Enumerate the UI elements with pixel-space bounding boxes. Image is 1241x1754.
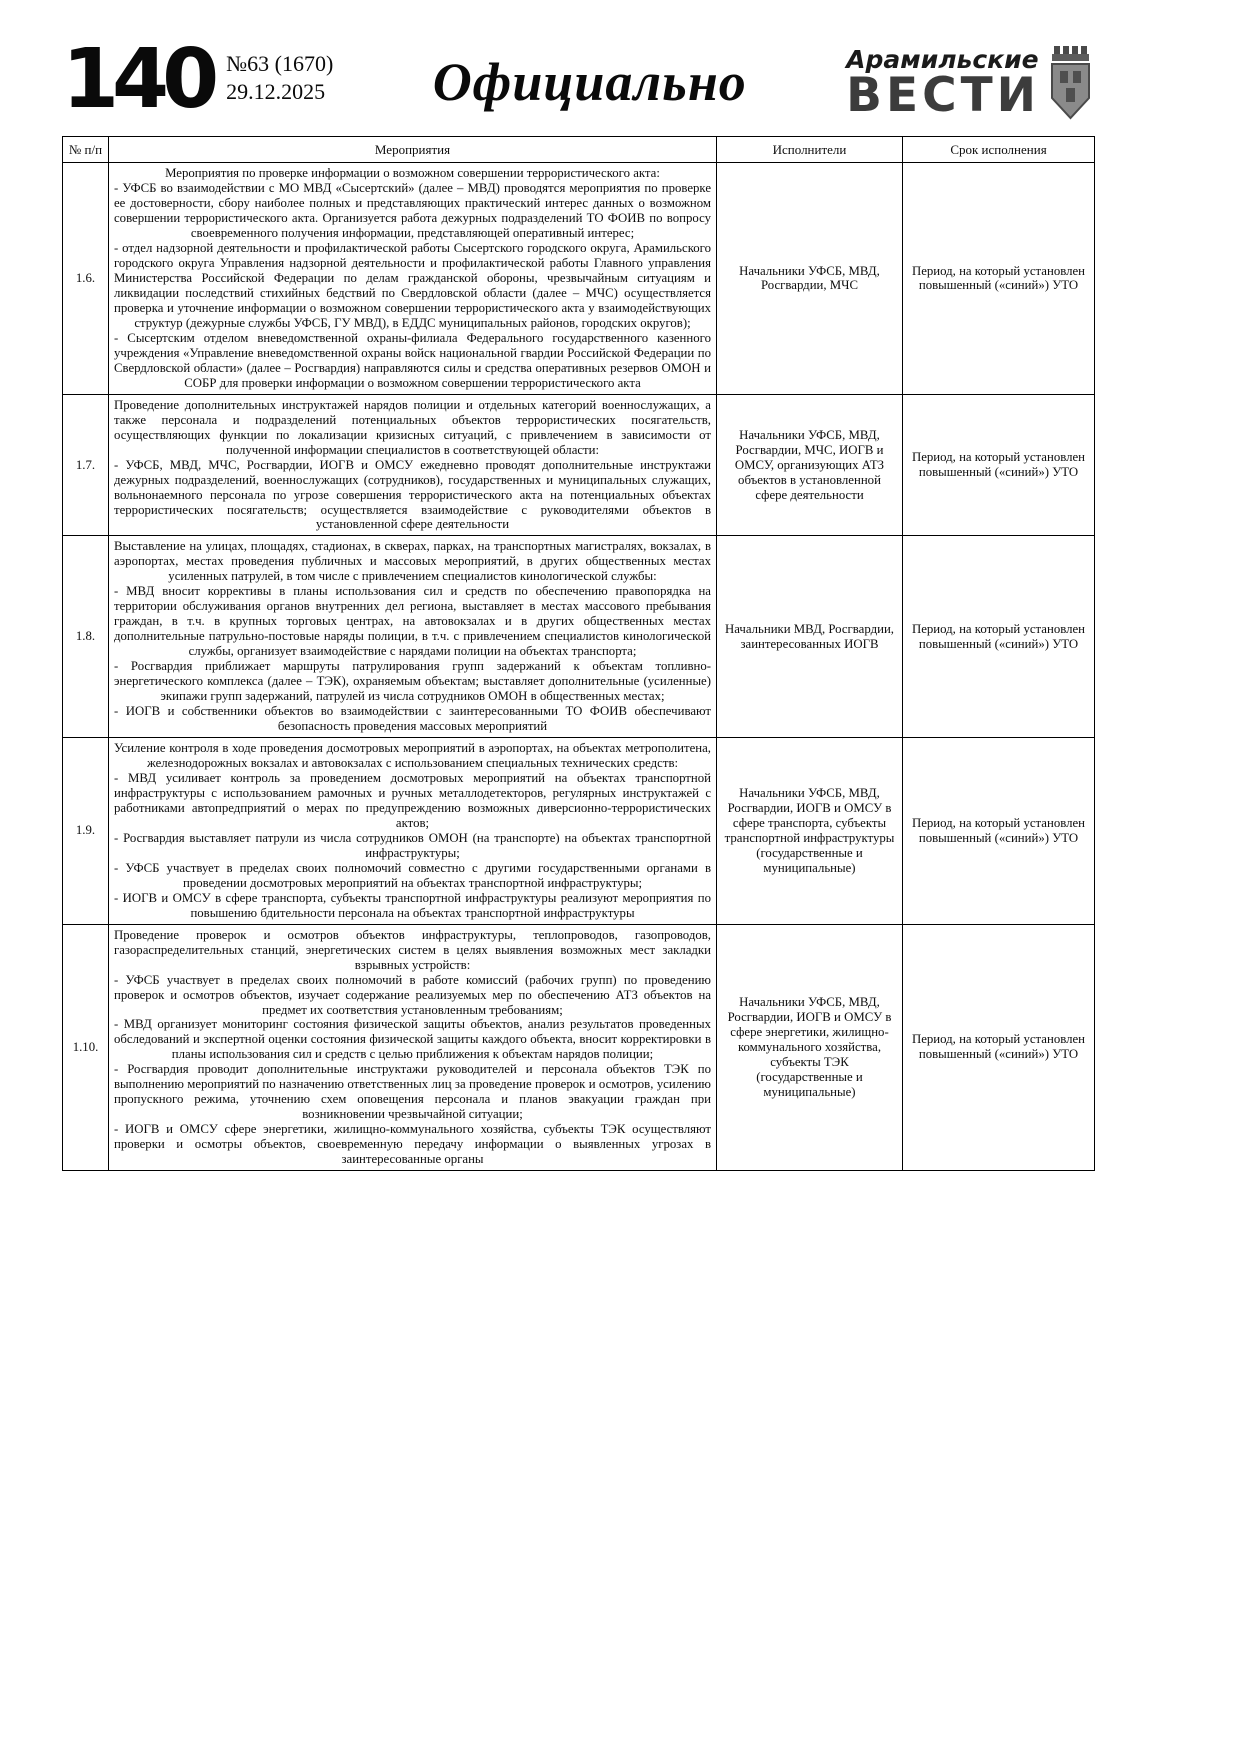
row-activities [109, 394, 717, 536]
row-number: 1.7. [63, 394, 109, 536]
activity-paragraph: - Сысертским отделом вневедомственной охраны-филиала Федерального государственного казенного учреждения «Управление вневедомственной охраны войск национальной гвардии Российской Федерации по Свердловской области» (далее – Росгвардия) направляются силы и средства оперативных резервов ОМОН и СОБР для проверки информации о возможном совершении террористического акта [114, 330, 711, 390]
activity-paragraph: - отдел надзорной деятельности и профилактической работы Сысертского городского округа, Арамильского городского округа Управления надзорной деятельности и профилактической работы Главного управления Министерства Российской Федерации по делам гражданской обороны, чрезвычайным ситуациям и ликвидации последствий стихийных бедствий по Свердловской области (далее – МЧС) осуществляется проверка и уточнение информации о возможном совершении террористического акта у взаимодействующих структур (дежурные службы УФСБ, ГУ МВД), в ЕДДС муниципальных районов, городских округов); [114, 241, 711, 330]
activity-paragraph: - МВД вносит коррективы в планы использования сил и средств по обеспечению правопорядка на территории обслуживания органов внутренних дел региона, выставляет в местах массового пребывания граждан, в т.ч. в крупных торговых центрах, на автовокзалах и в других общественных местах дополнительные патрульно-постовые наряды полиции, в т.ч. с привлечением специалистов кинологической службы, организует взаимодействие с нарядами полиции на объектах транспорта; [114, 584, 711, 659]
activity-paragraph: - УФСБ участвует в пределах своих полномочий совместно с другими государственными органами в проведении досмотровых мероприятий на объектах транспортной инфраструктуры; [114, 860, 711, 890]
masthead-left [62, 32, 334, 127]
row-term: Период, на который установлен повышенный («синий») УТО [903, 738, 1095, 925]
masthead [62, 32, 1094, 127]
activity-paragraph: - УФСБ, МВД, МЧС, Росгвардии, ИОГВ и ОМСУ ежедневно проводят дополнительные инструктажи дежурных подразделений, военнослужащих (сотрудников), государственных и муниципальных служащих, вольнонаемного персонала по угрозе совершения террористического акта на потенциальных объектах террористических посягательств; осуществляется взаимодействие с руководителями объектов в установленной сфере деятельности [114, 457, 711, 532]
issue-block [226, 42, 333, 106]
row-activities [109, 163, 717, 395]
row-executors: Начальники УФСБ, МВД, Росгвардии, МЧС [717, 163, 903, 395]
issue-number: №63 (1670) [226, 51, 334, 76]
brand-text [846, 45, 1040, 123]
table-row [63, 924, 1095, 1171]
brand-name-main: ВЕСТИ [846, 68, 1040, 123]
table-row [63, 738, 1095, 925]
activity-paragraph: - Росгвардия приближает маршруты патрулирования групп задержаний к объектам топливно-энергетического комплекса (далее – ТЭК), охраняемым объектам; выставляет дополнительные (усиленные) экипажи групп задержаний, патрулей из числа сотрудников ОМОН в общественных местах; [114, 659, 711, 704]
activity-paragraph: Усиление контроля в ходе проведения досмотровых мероприятий в аэропортах, на объектах метрополитена, железнодорожных вокзалах и автовокзалах с использованием специальных технических средств: [114, 741, 711, 771]
column-header-executors: Исполнители [717, 137, 903, 163]
city-crest-icon [1048, 44, 1094, 122]
table-row [63, 536, 1095, 738]
row-activities [109, 738, 717, 925]
activity-paragraph: Проведение проверок и осмотров объектов инфраструктуры, теплопроводов, газопроводов, газораспределительных станций, энергетических систем в целях выявления возможных мест закладки взрывных устройств: [114, 927, 711, 972]
row-number: 1.6. [63, 163, 109, 395]
activity-paragraph: - УФСБ во взаимодействии с МО МВД «Сысертский» (далее – МВД) проводятся мероприятия по проверке ее достоверности, сбору наиболее полных и представляющих практический интерес данных о возможном совершении террористического акта. Организуется работа дежурных подразделений ТО ФОИВ по вопросу своевременного получения информации, представляющей оперативный интерес; [114, 181, 711, 241]
row-term: Период, на который установлен повышенный («синий») УТО [903, 394, 1095, 536]
row-executors: Начальники УФСБ, МВД, Росгвардии, ИОГВ и ОМСУ в сфере транспорта, субъекты транспортной инфраструктуры (государственные и муниципальные) [717, 738, 903, 925]
column-header-activities: Мероприятия [109, 137, 717, 163]
table-body [63, 163, 1095, 1171]
activity-paragraph: - ИОГВ и ОМСУ сфере энергетики, жилищно-коммунального хозяйства, субъекты ТЭК осуществляют проверки и осмотры объектов, своевременную передачу информации о выявленных угрозах в заинтересованные органы [114, 1122, 711, 1167]
row-executors: Начальники МВД, Росгвардии, заинтересованных ИОГВ [717, 536, 903, 738]
row-executors: Начальники УФСБ, МВД, Росгвардии, МЧС, ИОГВ и ОМСУ, организующих АТЗ объектов в установленной сфере деятельности [717, 394, 903, 536]
row-number: 1.8. [63, 536, 109, 738]
column-header-number: № п/п [63, 137, 109, 163]
activities-table [62, 136, 1095, 1171]
page-number: 140 [62, 32, 213, 127]
row-activities [109, 536, 717, 738]
activity-paragraph: - МВД усиливает контроль за проведением досмотровых мероприятий на объектах транспортной инфраструктуры с использованием рамочных и ручных металлодетекторов, регулярных инструктажей с работниками автопредприятий о мерах по предупреждению возможных диверсионно-террористических актов; [114, 770, 711, 830]
activity-paragraph: Мероприятия по проверке информации о возможном совершении террористического акта: [165, 166, 660, 181]
row-term: Период, на который установлен повышенный («синий») УТО [903, 536, 1095, 738]
activity-paragraph: - ИОГВ и ОМСУ в сфере транспорта, субъекты транспортной инфраструктуры реализуют мероприятия по повышению бдительности персонала на объектах транспортной инфраструктуры [114, 890, 711, 920]
row-activities [109, 924, 717, 1171]
activity-paragraph: - ИОГВ и собственники объектов во взаимодействии с заинтересованными ТО ФОИВ обеспечивают безопасность проведения массовых мероприятий [114, 704, 711, 734]
activity-paragraph: - Росгвардия проводит дополнительные инструктажи руководителей и персонала объектов ТЭК по выполнению мероприятий по назначению ответственных лиц за проведение проверок и осмотров, усилению пропускного режима, уточнению схем оповещения персонала и планов эвакуации граждан при возникновении чрезвычайной ситуации; [114, 1062, 711, 1122]
table-header-row [63, 137, 1095, 163]
activity-paragraph: - МВД организует мониторинг состояния физической защиты объектов, анализ результатов проведенных обследований и экспертной оценки состояния физической защиты каждого объекта, вносит корректировки в планы использования сил и средств с целью приближения к объектам нарядов полиции; [114, 1017, 711, 1062]
column-header-term: Срок исполнения [903, 137, 1095, 163]
row-term: Период, на который установлен повышенный («синий») УТО [903, 924, 1095, 1171]
table-row [63, 163, 1095, 395]
table-row [63, 394, 1095, 536]
brand-logo [846, 42, 1094, 122]
row-executors: Начальники УФСБ, МВД, Росгвардии, ИОГВ и ОМСУ в сфере энергетики, жилищно-коммунального хозяйства, субъекты ТЭК (государственные и муниципальные) [717, 924, 903, 1171]
row-term: Период, на который установлен повышенный («синий») УТО [903, 163, 1095, 395]
section-title: Официально [432, 52, 747, 112]
row-number: 1.9. [63, 738, 109, 925]
row-number: 1.10. [63, 924, 109, 1171]
activity-paragraph: Проведение дополнительных инструктажей нарядов полиции и отдельных категорий военнослужащих, а также персонала и подразделений потенциальных объектов террористических посягательств, осуществляющих функции по локализации кризисных ситуаций, с привлечением в зависимости от полученной информации специалистов в соответствующей области: [114, 397, 711, 457]
brand-name-top: Арамильские [846, 45, 1039, 74]
issue-date: 29.12.2025 [226, 79, 326, 104]
activity-paragraph: - УФСБ участвует в пределах своих полномочий в работе комиссий (рабочих групп) по проведению проверок и осмотров объектов, изучает содержание реализуемых мер по обеспечению АТЗ объектов на предмет их соответствия установленным требованиям; [114, 972, 711, 1017]
activity-paragraph: Выставление на улицах, площадях, стадионах, в скверах, парках, на транспортных магистралях, вокзалах, в аэропортах, местах проведения публичных и массовых мероприятий, в других общественных местах усиленных патрулей, в том числе с привлечением специалистов кинологической службы: [114, 539, 711, 584]
activity-paragraph: - Росгвардия выставляет патрули из числа сотрудников ОМОН (на транспорте) на объектах транспортной инфраструктуры; [114, 830, 711, 860]
